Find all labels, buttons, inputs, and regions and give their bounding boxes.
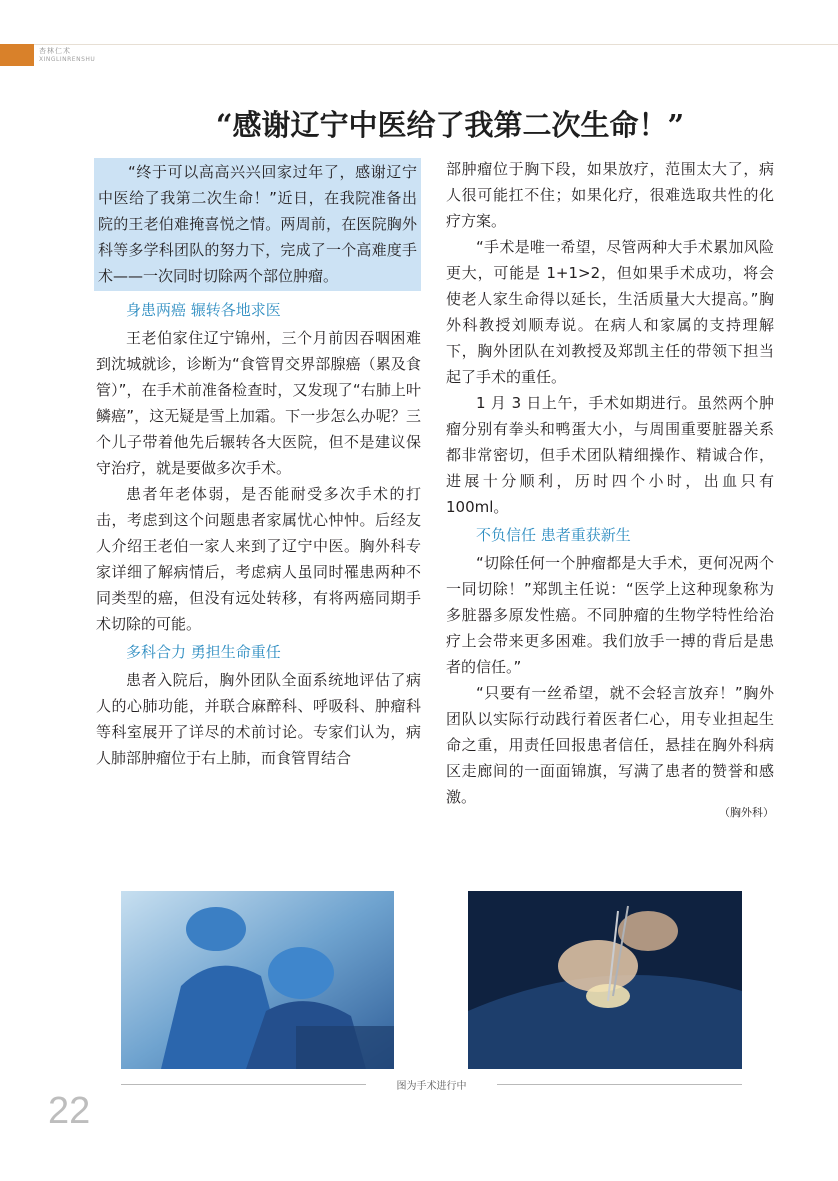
operation-closeup-illustration: [468, 891, 742, 1069]
subheading: 多科合力 勇担生命重任: [126, 643, 281, 661]
surgery-photo-team: [121, 891, 394, 1069]
section-name: 杏林仁术: [39, 47, 71, 55]
header-divider: [34, 44, 838, 45]
paragraph: “只要有一丝希望，就不会轻言放弃！”胸外团队以实际行动践行着医者仁心，用专业担起生命之重，用责任回报患者信任，悬挂在胸外科病区走廊间的一面面锦旗，写满了患者的赞誉和感激。: [446, 684, 774, 806]
right-column: [446, 156, 774, 820]
photo-caption: 图为手术进行中: [396, 1081, 467, 1092]
paragraph: “手术是唯一希望，尽管两种大手术累加风险更大，可能是 1+1>2，但如果手术成功，将会使老人家生命得以延长，生活质量大大提高。”胸外科教授刘顺寿说。在病人和家属的支持理解下，胸外团队在刘教授及郑凯主任的带领下担当起了手术的重任。: [446, 238, 774, 386]
department-credit: （胸外科）: [719, 806, 774, 819]
section-name-pinyin: XINGLINRENSHU: [39, 56, 96, 63]
article-title: “感谢辽宁中医给了我第二次生命！”: [215, 108, 685, 142]
surgery-photo-closeup: [468, 891, 742, 1069]
paragraph: 王老伯家住辽宁锦州，三个月前因吞咽困难到沈城就诊，诊断为“食管胃交界部腺癌（累及食管）”，在手术前准备检查时，又发现了“右肺上叶鳞癌”，这无疑是雪上加霜。下一步怎么办呢？三个儿子带着他先后辗转各大医院，但不是建议保守治疗，就是要做多次手术。: [96, 329, 421, 477]
paragraph: 1 月 3 日上午，手术如期进行。虽然两个肿瘤分别有拳头和鸭蛋大小，与周围重要脏器关系都非常密切，但手术团队精细操作、精诚合作，进展十分顺利，历时四个小时，出血只有 100ml。: [446, 394, 774, 516]
intro-box: [94, 158, 421, 291]
caption-rule-right: [497, 1084, 742, 1085]
intro-paragraph: “终于可以高高兴兴回家过年了，感谢辽宁中医给了我第二次生命！”近日，在我院准备出院的王老伯难掩喜悦之情。两周前，在医院胸外科等多学科团队的努力下，完成了一个高难度手术——一次同时切除两个部位肿瘤。: [98, 163, 417, 285]
left-column: [96, 158, 421, 771]
paragraph: “切除任何一个肿瘤都是大手术，更何况两个一同切除！”郑凯主任说：“医学上这种现象称为多脏器多原发性癌。不同肿瘤的生物学特性给治疗上会带来更多困难。我们放手一搏的背后是患者的信任。”: [446, 554, 774, 676]
paragraph: 部肿瘤位于胸下段，如果放疗，范围太大了，病人很可能扛不住；如果化疗，很难选取共性的化疗方案。: [446, 160, 774, 230]
surgeons-illustration: [121, 891, 394, 1069]
paragraph: 患者入院后，胸外团队全面系统地评估了病人的心肺功能，并联合麻醉科、呼吸科、肿瘤科等科室展开了详尽的术前讨论。专家们认为，病人肺部肿瘤位于右上肺，而食管胃结合: [96, 671, 421, 767]
caption-rule-left: [121, 1084, 366, 1085]
subheading: 不负信任 患者重获新生: [476, 526, 631, 544]
paragraph: 患者年老体弱，是否能耐受多次手术的打击，考虑到这个问题患者家属忧心忡忡。后经友人介绍王老伯一家人来到了辽宁中医。胸外科专家详细了解病情后，考虑病人虽同时罹患两种不同类型的癌，但没有远处转移，有将两癌同期手术切除的可能。: [96, 485, 421, 633]
page-number: 22: [48, 1090, 91, 1132]
header-accent-bar: [0, 44, 34, 66]
subheading: 身患两癌 辗转各地求医: [126, 301, 281, 319]
